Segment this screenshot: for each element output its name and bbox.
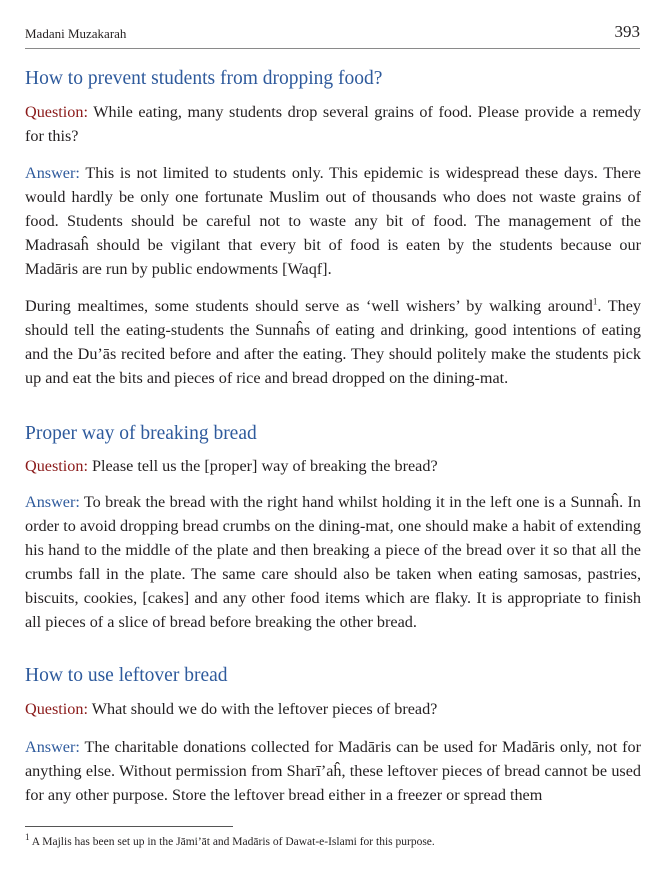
question-label: Question: [25, 457, 88, 475]
answer-text: To break the bread with the right hand whilst holding it in the left one is a Sunnaĥ. In order to avoid dropping bread crumbs on the dining-mat, one should make a habit of extending his hand to the middle of the plate and then breaking a piece of the bread over it so that all the crumbs fall in the plate. The same care should also be taken when eating samosas, pastries, biscuits, cookies, [cakes] and any other food items which are flaky. It is appropriate to finish all pieces of a slice of bread before breaking the other bread. [25, 493, 641, 631]
question-paragraph [25, 454, 641, 478]
footnote-mark: 1 [25, 832, 30, 843]
running-title: Madani Muzakarah [25, 26, 127, 41]
answer-paragraph [25, 490, 641, 634]
section-heading-breaking-bread: Proper way of breaking bread [25, 423, 257, 444]
page-header [25, 22, 640, 49]
body-paragraph [25, 294, 641, 390]
answer-paragraph [25, 735, 641, 807]
page-number: 393 [614, 22, 640, 41]
question-text: What should we do with the leftover pieces of bread? [87, 700, 438, 718]
answer-text: The charitable donations collected for Madāris can be used for Madāris only, not for anything else. Without permission from Sharī’aĥ, these leftover pieces of bread cannot be used for any other purpose. Store the leftover bread either in a freezer or spread them [25, 738, 641, 804]
body-text-before-note: During mealtimes, some students should serve as ‘well wishers’ by walking around [25, 297, 593, 315]
answer-text: This is not limited to students only. This epidemic is widespread these days. There would hardly be only one fortunate Muslim out of thousands who does not waste grains of food. Students should be careful not to waste any bit of food. The management of the Madrasaĥ should be vigilant that every bit of food is eaten by the students because our Madāris are run by public endowments [Waqf]. [25, 164, 641, 278]
answer-label: Answer: [25, 164, 80, 182]
body-text-after-note: . They should tell the eating-students the Sunnaĥs of eating and drinking, good intentions of eating and the Du’ās recited before and after the eating. They should politely make the students pick up and eat the bits and pieces of rice and bread dropped on the dining-mat. [25, 297, 641, 387]
answer-label: Answer: [25, 738, 80, 756]
question-paragraph [25, 100, 641, 148]
answer-label: Answer: [25, 493, 80, 511]
question-text: While eating, many students drop several grains of food. Please provide a remedy for this? [25, 103, 641, 145]
section-heading-leftover-bread: How to use leftover bread [25, 665, 228, 686]
footnote-divider [25, 826, 233, 827]
footnote-reference: 1 [592, 296, 598, 307]
footnote-text: A Majlis has been set up in the Jāmi’āt and Madāris of Dawat-e-Islami for this purpose. [29, 836, 435, 848]
section-heading-prevent-dropping-food: How to prevent students from dropping food? [25, 68, 383, 89]
question-paragraph [25, 697, 641, 721]
question-label: Question: [25, 103, 88, 121]
question-text: Please tell us the [proper] way of breaking the bread? [87, 457, 438, 475]
question-label: Question: [25, 700, 88, 718]
footnote [25, 832, 435, 848]
answer-paragraph [25, 161, 641, 281]
